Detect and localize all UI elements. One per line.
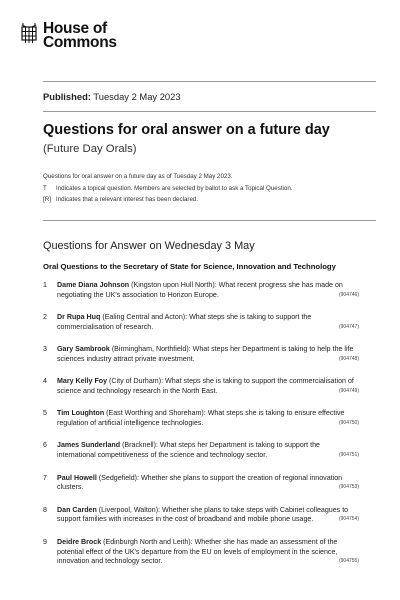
question-member: James Sunderland — [57, 441, 121, 450]
question-item — [43, 313, 357, 333]
question-body — [57, 313, 357, 333]
question-ref: (904753) — [338, 484, 359, 491]
page-subtitle: (Future Day Orals) — [43, 143, 137, 155]
top-divider — [43, 81, 376, 82]
question-member: Dan Carden — [57, 505, 97, 514]
question-ref: (904747) — [338, 323, 359, 330]
note-symbol: [R] — [43, 196, 51, 203]
question-ref: (904754) — [338, 516, 359, 523]
intro-block — [43, 171, 293, 206]
question-body — [57, 345, 357, 365]
question-body — [57, 409, 357, 429]
question-number: 3 — [43, 345, 47, 354]
published-date: Tuesday 2 May 2023 — [93, 91, 181, 102]
logo-text — [43, 22, 117, 50]
question-member: Dr Rupa Huq — [57, 313, 101, 322]
question-number: 7 — [43, 473, 47, 482]
question-member: Gary Sambrook — [57, 345, 110, 354]
question-text: (Sedgefield): Whether she plans to support the creation of regional innovation clusters. — [57, 473, 343, 492]
question-number: 9 — [43, 537, 47, 546]
question-ref: (904749) — [338, 388, 359, 395]
question-text: (Ealing Central and Acton): What steps she is taking to support the commercialisation of research. — [57, 313, 312, 331]
question-text: (East Worthing and Shoreham): What steps she is taking to ensure effective regulation of artificial intelligence technologies. — [57, 409, 345, 428]
logo-line1: House of — [43, 20, 107, 37]
question-number: 4 — [43, 377, 47, 386]
question-body — [57, 441, 357, 461]
question-text: (Kingston upon Hull North): What recent progress she has made on negotiating the UK's association to Horizon Europe. — [57, 281, 343, 299]
question-number: 1 — [43, 281, 47, 289]
question-text: (Bracknell): What steps her Department is taking to support the international competitiveness of the science and technology sector. — [57, 441, 320, 460]
question-number: 5 — [43, 409, 47, 418]
note-interest — [43, 194, 293, 206]
section-divider — [43, 220, 376, 221]
note-text: Indicates a topical question. Members are selected by ballot to ask a Topical Question. — [56, 184, 293, 192]
question-member: Paul Howell — [57, 473, 97, 482]
subsection-heading: Oral Questions to the Secretary of State for Science, Innovation and Technology — [43, 262, 336, 271]
question-number: 8 — [43, 505, 47, 514]
page-title: Questions for oral answer on a future day — [43, 122, 330, 138]
question-item — [43, 474, 357, 494]
question-text: (Birmingham, Northfield): What steps her Department is taking to help the life sciences industry attract private investment. — [57, 345, 354, 363]
question-text: (Edinburgh North and Leith): Whether she has made an assessment of the potential effect of the UK's departure from the EU on levels of employment in the science, innovation and technology sector. — [57, 537, 338, 566]
logo-line2: Commons — [43, 34, 117, 51]
note-topical — [43, 183, 293, 195]
question-item — [43, 538, 357, 567]
question-body — [57, 377, 357, 397]
published-label: Published: — [43, 91, 91, 102]
published-line — [43, 91, 181, 102]
questions-list — [43, 281, 357, 580]
question-ref: (904751) — [338, 452, 359, 459]
question-ref: (904750) — [338, 420, 359, 427]
question-text: (City of Durham): What steps she is taking to support the commercialisation of science and technology research in the North East. — [57, 377, 354, 396]
question-item — [43, 281, 357, 301]
portcullis-icon — [20, 22, 38, 44]
question-member: Tim Loughton — [57, 409, 105, 418]
house-of-commons-logo — [20, 22, 117, 50]
question-member: Mary Kelly Foy — [57, 377, 108, 386]
question-ref: (904748) — [338, 355, 359, 362]
question-item — [43, 345, 357, 365]
question-member: Dame Diana Johnson — [57, 281, 130, 289]
question-ref: (904746) — [338, 291, 359, 298]
question-item — [43, 409, 357, 429]
note-symbol: T — [43, 184, 47, 192]
question-item — [43, 506, 357, 526]
question-body — [57, 506, 357, 526]
question-number: 6 — [43, 441, 47, 450]
question-member: Deidre Brock — [57, 537, 102, 546]
question-number: 2 — [43, 313, 47, 322]
section-heading: Questions for Answer on Wednesday 3 May — [43, 240, 255, 252]
question-ref: (904755) — [338, 558, 359, 565]
question-body — [57, 281, 357, 301]
question-item — [43, 377, 357, 397]
note-text: Indicates that a relevant interest has been declared. — [56, 196, 199, 203]
intro-line: Questions for oral answer on a future day as of Tuesday 2 May 2023. — [43, 173, 233, 180]
published-divider — [43, 111, 376, 112]
question-text: (Liverpool, Walton): Whether she plans to take steps with Cabinet colleagues to support families with increases in the cost of broadband and mobile phone usage. — [57, 505, 349, 524]
question-item — [43, 441, 357, 461]
question-body — [57, 538, 357, 567]
question-body — [57, 474, 357, 494]
